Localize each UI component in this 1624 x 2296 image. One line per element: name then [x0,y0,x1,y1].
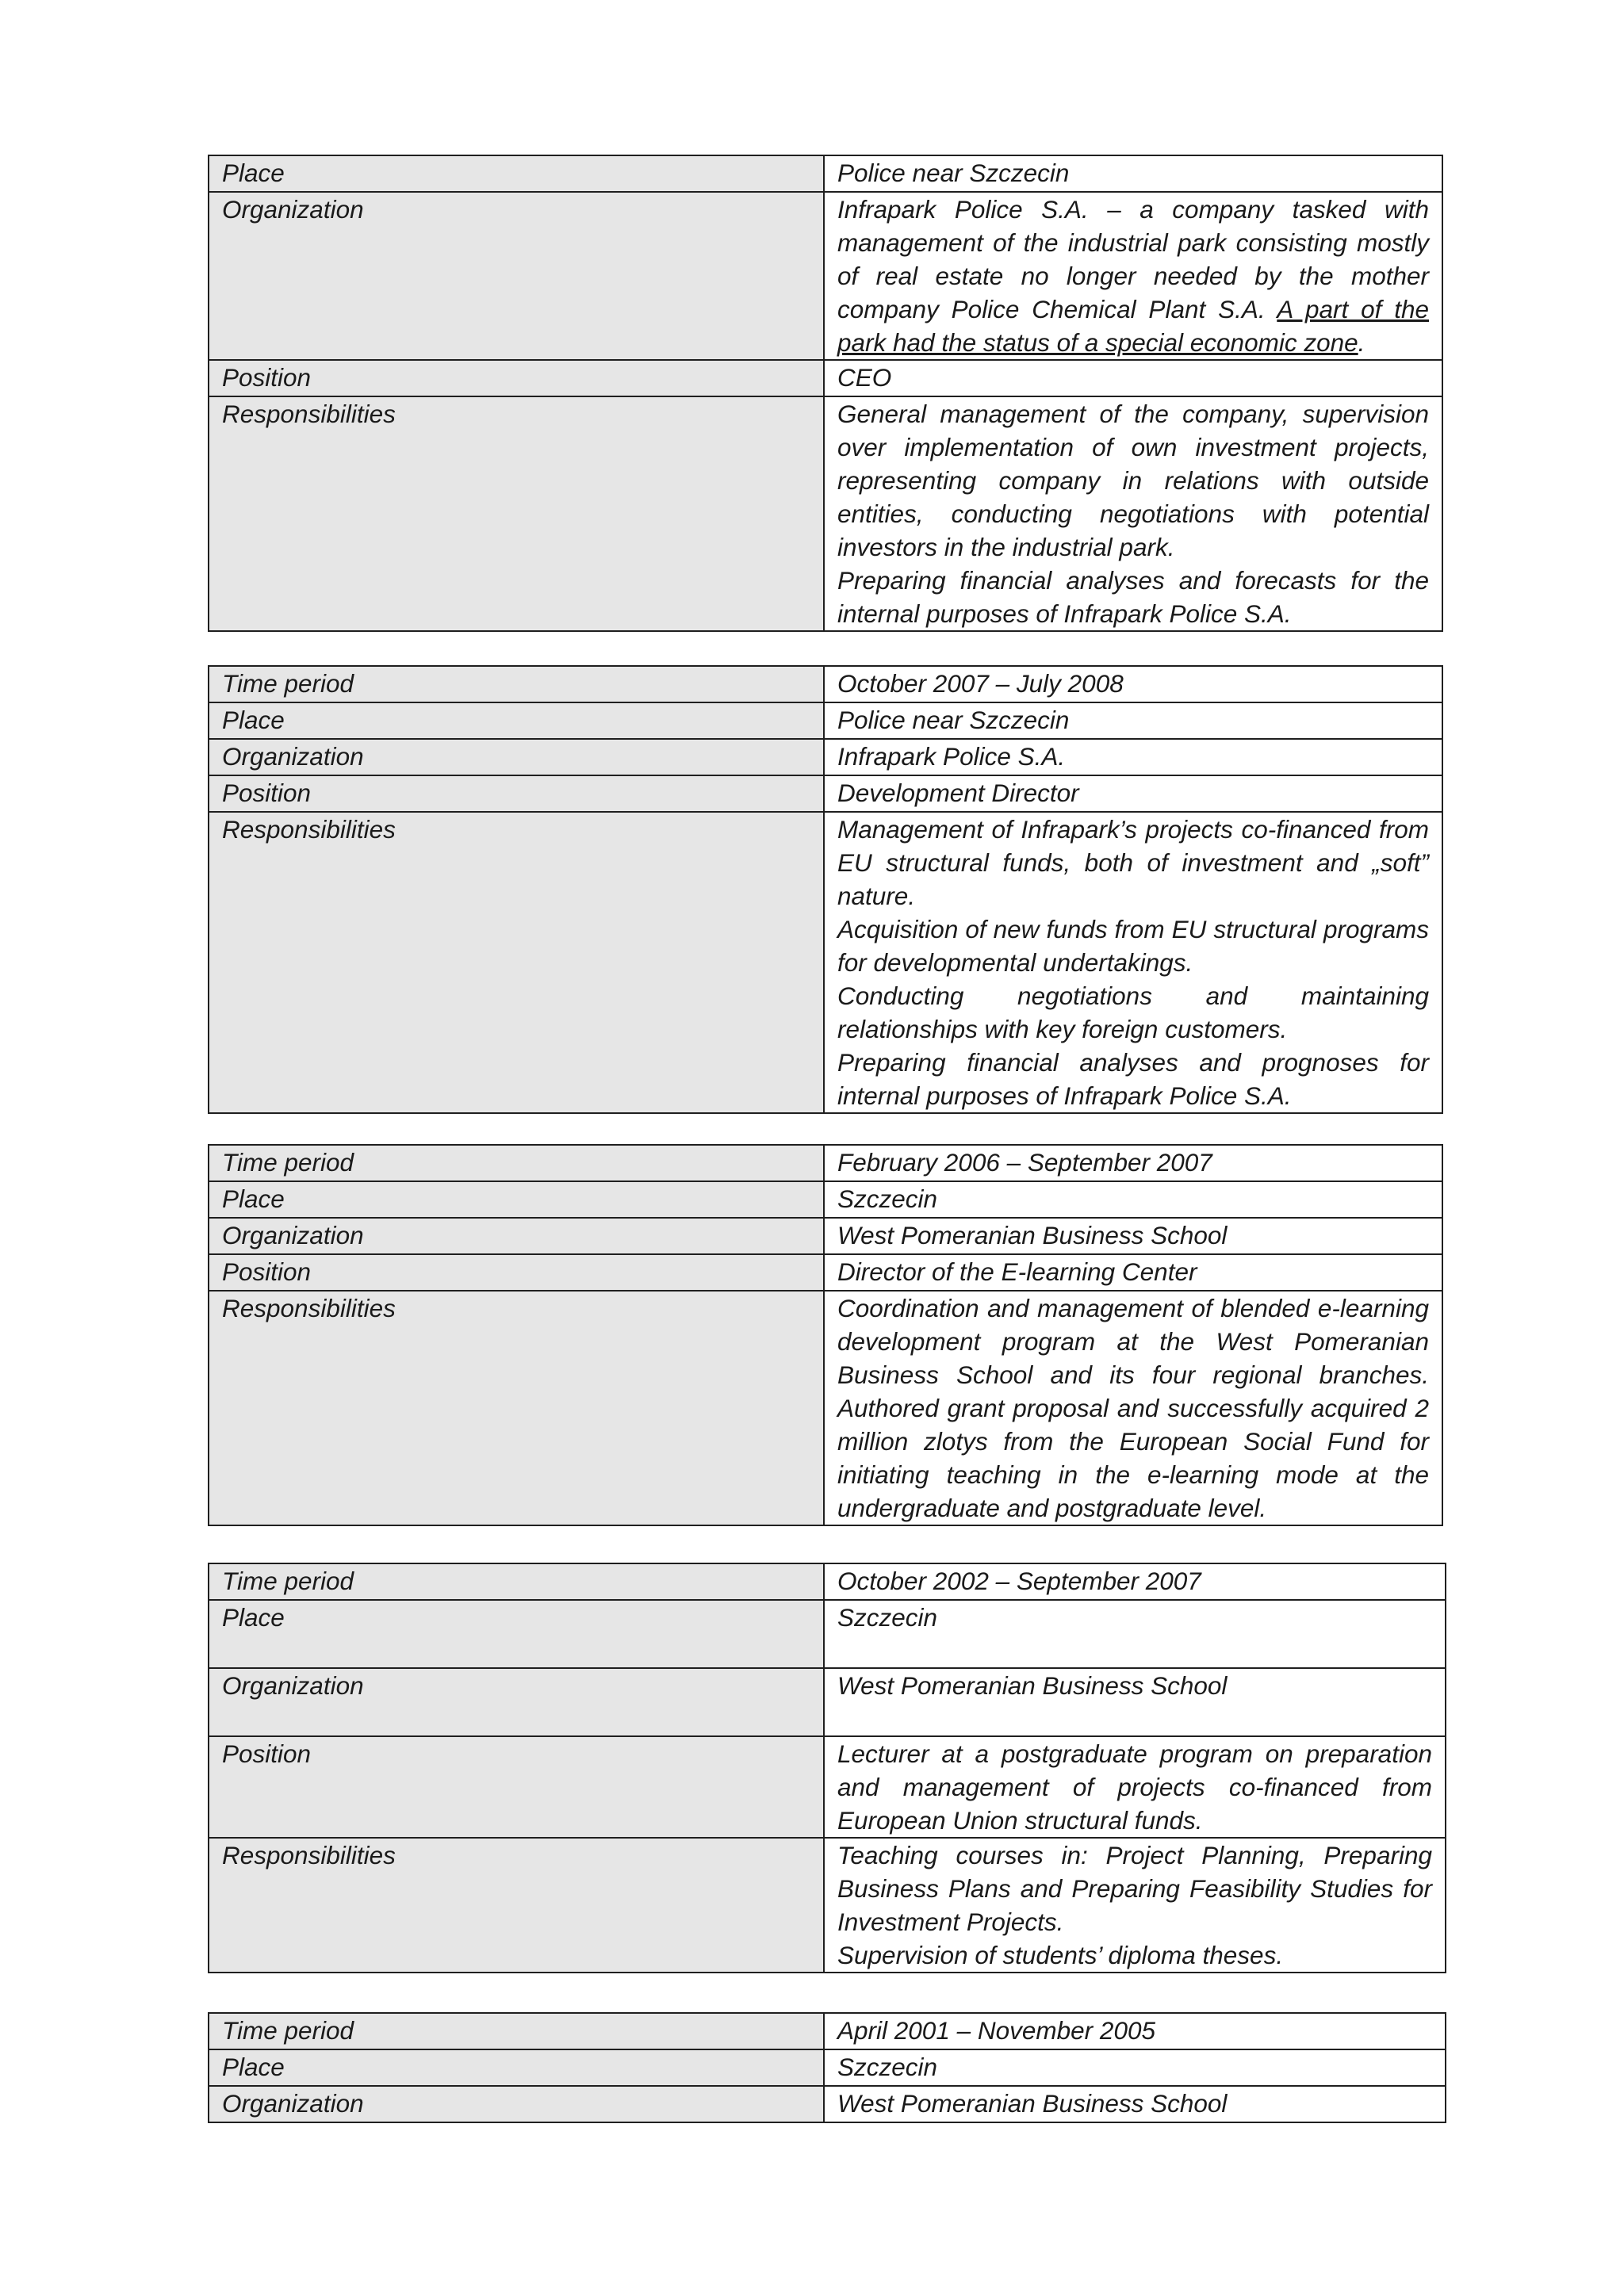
position-label: Position [209,775,824,812]
organization-end: . [1358,328,1365,357]
time-period-label: Time period [209,1145,824,1181]
time-period-label: Time period [209,1563,824,1600]
table-row [209,1736,1446,1838]
responsibility-item: Management of Infrapark’s projects co-financed from EU structural funds, both of investment and „soft” nature. [837,815,1429,910]
organization-label: Organization [209,1668,824,1736]
organization-label: Organization [209,1218,824,1254]
table-row [209,1291,1442,1525]
responsibility-item: Supervision of students’ diploma theses. [837,1941,1284,1969]
responsibilities-label: Responsibilities [209,1838,824,1973]
place-label: Place [209,2049,824,2086]
responsibility-item: Acquisition of new funds from EU structural programs for developmental undertakings. [837,915,1429,977]
table-row [209,396,1442,631]
employment-entry-1 [208,155,1443,632]
responsibilities-label: Responsibilities [209,1291,824,1525]
place-value: Police near Szczecin [824,155,1442,192]
organization-value: Infrapark Police S.A. [824,739,1442,775]
responsibility-item: Coordination and management of blended e-learning development program at the West Pomeranian Business School and its four regional branches. Authored grant proposal and successfully acquired 2 million zlotys from the European Social Fund for initiating teaching in the e-learning mode at the undergraduate and postgraduate level. [837,1294,1429,1522]
responsibility-item: Preparing financial analyses and forecasts for the internal purposes of Infrapark Police S.A. [837,566,1429,628]
table-row [209,2086,1446,2122]
responsibilities-value [824,1838,1446,1973]
organization-label: Organization [209,2086,824,2122]
table-row [209,1838,1446,1973]
position-label: Position [209,1736,824,1838]
organization-value: West Pomeranian Business School [824,2086,1446,2122]
time-period-value: October 2002 – September 2007 [824,1563,1446,1600]
responsibilities-value [824,396,1442,631]
place-value: Szczecin [824,1181,1442,1218]
responsibilities-label: Responsibilities [209,396,824,631]
place-label: Place [209,155,824,192]
table-row [209,2013,1446,2049]
organization-value: West Pomeranian Business School [824,1218,1442,1254]
organization-underlined-note: A part of the park had the status of a special economic zone [837,295,1430,357]
position-value: Director of the E-learning Center [824,1254,1442,1291]
position-value: CEO [824,360,1442,396]
position-label: Position [209,360,824,396]
employment-entry-4 [208,1563,1446,1973]
table-row [209,812,1442,1113]
place-value: Police near Szczecin [824,702,1442,739]
table-row [209,702,1442,739]
employment-entry-2 [208,665,1443,1114]
table-row [209,155,1442,192]
organization-description: Infrapark Police S.A. – a company tasked with management of the industrial park consisting mostly of real estate no longer needed by the mother company Police Chemical Plant S.A. [837,195,1429,323]
time-period-value: April 2001 – November 2005 [824,2013,1446,2049]
position-label: Position [209,1254,824,1291]
table-row [209,1668,1446,1736]
table-row [209,1218,1442,1254]
responsibility-item: Preparing financial analyses and prognoses for internal purposes of Infrapark Police S.A. [837,1048,1429,1110]
organization-value: West Pomeranian Business School [824,1668,1446,1736]
time-period-value: February 2006 – September 2007 [824,1145,1442,1181]
place-label: Place [209,702,824,739]
table-row [209,360,1442,396]
place-label: Place [209,1181,824,1218]
organization-label: Organization [209,739,824,775]
time-period-label: Time period [209,666,824,702]
place-label: Place [209,1600,824,1668]
responsibility-item: Teaching courses in: Project Planning, Preparing Business Plans and Preparing Feasibility Studies for Investment Projects. [837,1841,1432,1936]
table-row [209,739,1442,775]
table-row [209,1600,1446,1668]
table-row [209,1254,1442,1291]
organization-value [824,192,1442,360]
employment-entry-3 [208,1144,1443,1526]
responsibilities-value [824,1291,1442,1525]
table-row [209,192,1442,360]
place-value: Szczecin [824,2049,1446,2086]
table-row [209,666,1442,702]
time-period-value: October 2007 – July 2008 [824,666,1442,702]
table-row [209,1563,1446,1600]
employment-entry-5 [208,2012,1446,2123]
responsibility-item: General management of the company, supervision over implementation of own investment projects, representing company in relations with outside entities, conducting negotiations with potential investors in the industrial park. [837,400,1429,561]
responsibilities-label: Responsibilities [209,812,824,1113]
table-row [209,1181,1442,1218]
position-value: Development Director [824,775,1442,812]
place-value: Szczecin [824,1600,1446,1668]
organization-label: Organization [209,192,824,360]
responsibility-item: Conducting negotiations and maintaining relationships with key foreign customers. [837,982,1429,1043]
time-period-label: Time period [209,2013,824,2049]
position-value: Lecturer at a postgraduate program on preparation and management of projects co-financed from European Union structural funds. [824,1736,1446,1838]
responsibilities-value [824,812,1442,1113]
table-row [209,1145,1442,1181]
table-row [209,775,1442,812]
table-row [209,2049,1446,2086]
